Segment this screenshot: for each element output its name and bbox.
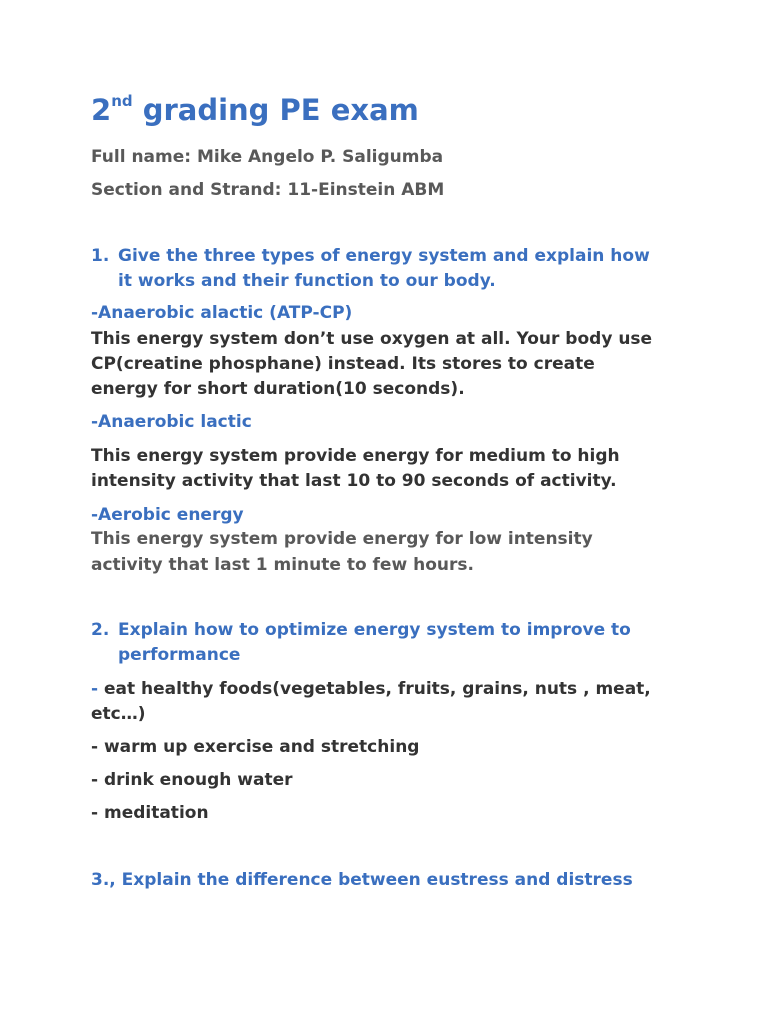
- bullet-item-2: - warm up exercise and stretching: [91, 737, 420, 757]
- anaerobic-alactic-text-2: CP(creatine phosphane) instead. Its stores to create: [91, 354, 595, 374]
- bullet-item-1-continuation: etc…): [91, 704, 146, 724]
- anaerobic-lactic-text-2: intensity activity that last 10 to 90 seconds of activity.: [91, 471, 617, 491]
- aerobic-text-2: activity that last 1 minute to few hours.: [91, 555, 474, 575]
- anaerobic-alactic-text-1: This energy system don’t use oxygen at all. Your body use: [91, 329, 653, 349]
- question-1-line-1: Give the three types of energy system and explain how: [118, 246, 650, 266]
- question-2: [91, 618, 631, 668]
- title-text: grading PE exam: [132, 93, 419, 127]
- anaerobic-lactic-heading: -Anaerobic lactic: [91, 412, 252, 432]
- bullet-item-4: - meditation: [91, 803, 209, 823]
- bullet-item-1-text: eat healthy foods(vegetables, fruits, grains, nuts , meat,: [103, 679, 651, 699]
- title-number: 2: [91, 93, 112, 127]
- full-name-line: Full name: Mike Angelo P. Saligumba: [91, 147, 444, 167]
- question-1-number: 1.: [91, 246, 110, 266]
- question-3: 3., Explain the difference between eustress and distress: [91, 870, 633, 890]
- question-2-line-1: Explain how to optimize energy system to improve to: [118, 620, 631, 640]
- bullet-item-1: [91, 677, 651, 702]
- section-strand-line: Section and Strand: 11-Einstein ABM: [91, 180, 445, 200]
- bullet-item-3: - drink enough water: [91, 770, 293, 790]
- question-1-line-2: it works and their function to our body.: [118, 271, 496, 291]
- page-title: [91, 93, 419, 127]
- question-2-number: 2.: [91, 620, 110, 640]
- anaerobic-alactic-heading: -Anaerobic alactic (ATP-CP): [91, 303, 353, 323]
- question-1: [91, 244, 650, 294]
- anaerobic-lactic-text-1: This energy system provide energy for medium to high: [91, 446, 620, 466]
- aerobic-text-1: This energy system provide energy for low intensity: [91, 529, 593, 549]
- bullet-dash: -: [91, 679, 104, 699]
- question-2-line-2: performance: [118, 645, 241, 665]
- aerobic-heading: -Aerobic energy: [91, 505, 244, 525]
- title-ordinal-suffix: nd: [111, 92, 133, 111]
- anaerobic-alactic-text-3: energy for short duration(10 seconds).: [91, 379, 465, 399]
